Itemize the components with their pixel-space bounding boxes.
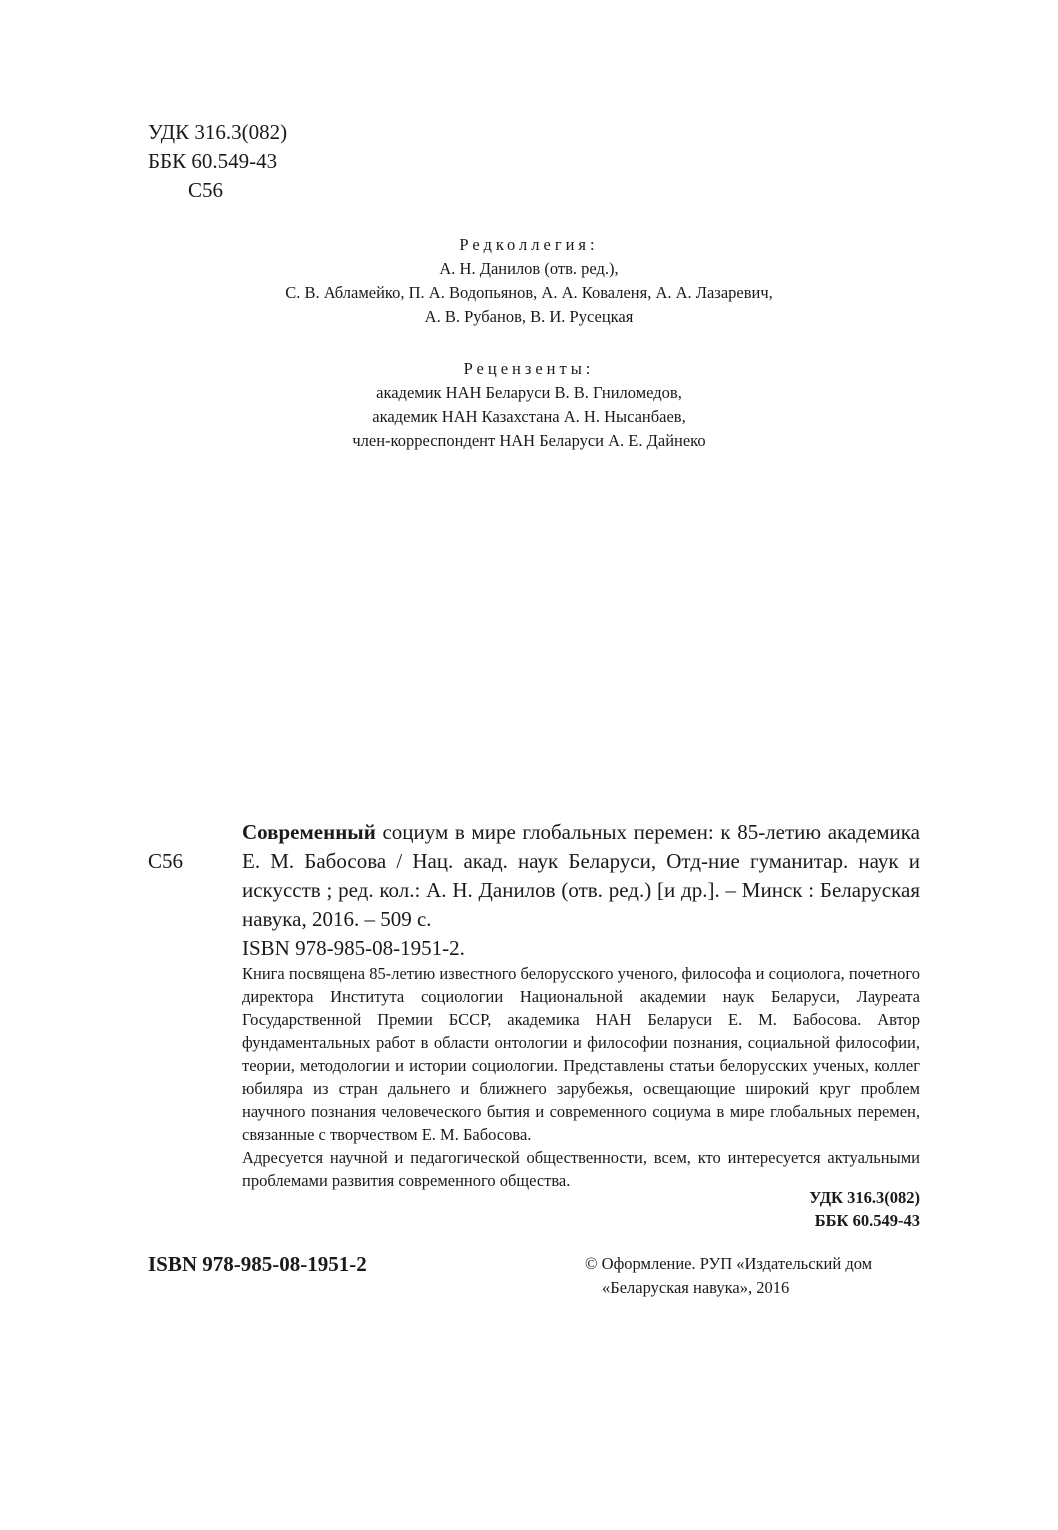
editorial-board	[0, 233, 1058, 329]
author-sign: С56	[188, 178, 224, 202]
book-title-bold: Современный	[242, 820, 376, 844]
bbk-code-bottom: ББК 60.549-43	[814, 1211, 920, 1230]
editorial-board-line: А. Н. Данилов (отв. ред.),	[439, 259, 619, 278]
copyright-line: © Оформление. РУП «Издательский дом	[585, 1254, 873, 1273]
bbk-code: ББК 60.549-43	[148, 149, 278, 173]
book-description: социум в мире глобальных перемен: к 85-летию академика Е. М. Бабосова / Нац. акад. наук Беларуси, Отд-ние гуманитар. наук и искусств ; ред. кол.: А. Н. Данилов (отв. ред.) [и др.]. – Минск : Беларуская навука, 2016. – 509 с.	[242, 820, 920, 931]
copyright-line: «Беларуская навука», 2016	[602, 1278, 790, 1297]
header-classification	[148, 118, 287, 205]
udk-code-bottom: УДК 316.3(082)	[809, 1188, 920, 1207]
bibliographic-description	[242, 818, 920, 934]
bottom-classification	[809, 1186, 920, 1232]
copyright	[585, 1252, 925, 1300]
annotation-paragraph: Книга посвящена 85-летию известного белорусского ученого, философа и социолога, почетного директора Института социологии Национальной академии наук Беларуси, Лауреата Государственной Премии БССР, академика НАН Беларуси Е. М. Бабосова. Автор фундаментальных работ в области онтологии и философии познания, социальной философии, теории, методологии и истории социологии. Представлены статьи белорусских ученых, коллег юбиляра из стран дальнего и ближнего зарубежья, освещающие широкий круг проблем научного познания человеческого бытия и современного социума в мире глобальных перемен, связанные с творчеством Е. М. Бабосова.	[242, 964, 920, 1144]
reviewers	[0, 357, 1058, 453]
bibliographic-record	[242, 818, 920, 963]
editorial-board-heading: Редколлегия:	[459, 235, 599, 254]
reviewer-line: академик НАН Беларуси В. В. Гниломедов,	[376, 383, 682, 402]
bibliographic-author-sign: С56	[148, 849, 184, 873]
reviewer-line: академик НАН Казахстана А. Н. Нысанбаев,	[372, 407, 686, 426]
editorial-board-line: С. В. Абламейко, П. А. Водопьянов, А. А. Коваленя, А. А. Лазаревич,	[285, 283, 773, 302]
isbn-footer: ISBN 978-985-08-1951-2	[148, 1252, 367, 1276]
reviewers-heading: Рецензенты:	[463, 359, 595, 378]
annotation	[242, 962, 920, 1192]
bibliographic-isbn: ISBN 978-985-08-1951-2.	[242, 936, 465, 960]
annotation-paragraph: Адресуется научной и педагогической общественности, всем, кто интересуется актуальными проблемами развития современного общества.	[242, 1148, 920, 1190]
udk-code: УДК 316.3(082)	[148, 120, 288, 144]
reviewer-line: член-корреспондент НАН Беларуси А. Е. Дайнеко	[352, 431, 706, 450]
editorial-board-line: А. В. Рубанов, В. И. Русецкая	[424, 307, 634, 326]
